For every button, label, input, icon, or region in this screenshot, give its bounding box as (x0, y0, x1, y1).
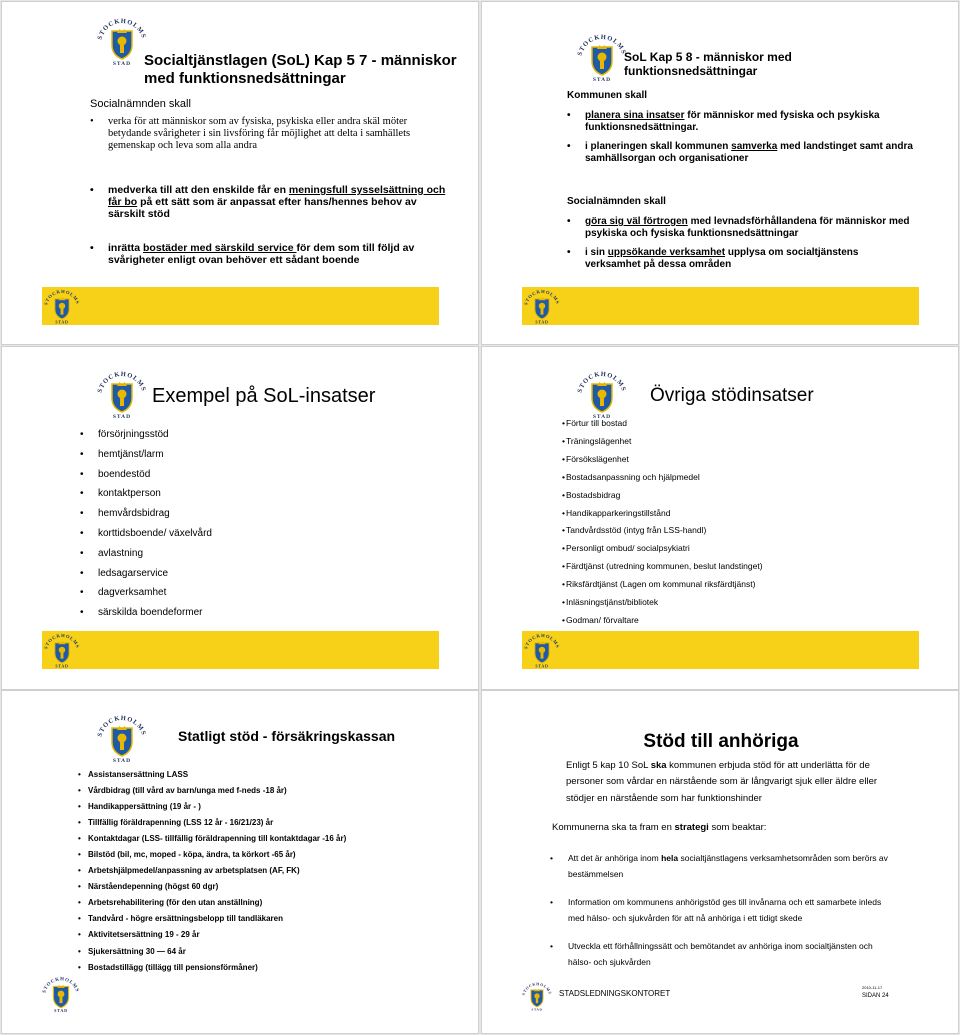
footer-bar (522, 631, 919, 669)
list-item: • avlastning (78, 544, 378, 564)
list-item: • Information om kommunens anhörigstöd ges till invånarna och ett samarbete inleds med hälso- och sjukvården för att nå anhöriga i ett tidigt skede (548, 895, 893, 927)
list-item: • hemtjänst/larm (78, 445, 378, 465)
footer-logo-icon (522, 981, 552, 1011)
bullet-planera: • planera sina insatser för människor med fysiska och psykiska funktionsnedsättningar. (565, 110, 915, 133)
footer-logo-icon (44, 632, 80, 668)
subheading-socialnamnden: Socialnämnden skall (567, 196, 666, 207)
stodinsatser-list (560, 415, 880, 630)
list-item: • Arbetshjälpmedel/anpassning av arbetsplatsen (AF, FK) (76, 863, 456, 879)
footer-logo-icon (42, 975, 80, 1013)
list-item: • Bostadsbidrag (560, 487, 880, 505)
list-item: • Handikappersättning (19 år - ) (76, 799, 456, 815)
intro-bullet: • verka för att människor som av fysiska, psykiska eller andra skäl möter betydande svårigheter i sin livsföring får möjlighet att delta i samhällets gemenskap och leva som alla andra (88, 116, 448, 152)
slide-title: Statligt stöd - försäkringskassan (178, 728, 396, 744)
slide-exempel-sol-insatser (1, 346, 479, 690)
slide-sol-kap5-8 (481, 1, 959, 345)
list-item: • försörjningsstöd (78, 425, 378, 445)
stockholm-logo (97, 713, 147, 763)
stockholm-logo (577, 369, 627, 419)
stockholm-logo (97, 369, 147, 419)
slide-title: Socialtjänstlagen (SoL) Kap 5 7 - människor med funktionsnedsättningar (144, 52, 457, 87)
list-item: • Bostadsanpassning och hjälpmedel (560, 469, 880, 487)
list-item: • Tillfällig föräldrapenning (LSS 12 år - 16/21/23) år (76, 815, 456, 831)
list-item: • kontaktperson (78, 484, 378, 504)
slide-title: SoL Kap 5 8 - människor med funktionsnedsättningar (624, 50, 792, 79)
list-item: • korttidsboende/ växelvård (78, 524, 378, 544)
list-item: • Kontaktdagar (LSS- tillfällig föräldrapenning till kontaktdagar -16 år) (76, 831, 456, 847)
bullet-samverka: • i planeringen skall kommunen samverka med landstinget samt andra samhällsorgan och organisationer (565, 141, 915, 164)
footer-logo-icon (44, 288, 80, 324)
list-item: • Tandvårdsstöd (intyg från LSS-handl) (560, 522, 880, 540)
footer-bar (522, 287, 919, 325)
footer-logo-icon (524, 288, 560, 324)
bullet-fortrogen: • göra sig väl förtrogen med levnadsförhållandena för människor med psykiska och fysiska funktionsnedsättningar (565, 216, 915, 239)
slide-statligt-stod (1, 690, 479, 1034)
slide-ovriga-stodinsatser (481, 346, 959, 690)
bullet-bostader: • inrätta bostäder med särskild service för dem som till följd av svårigheter enligt ovan behöver ett sådant boende (88, 242, 446, 266)
list-item: • Bilstöd (bil, mc, moped - köpa, ändra, ta körkort -65 år) (76, 847, 456, 863)
slide-title: Stöd till anhöriga (643, 731, 799, 752)
slide-title: Exempel på SoL-insatser (152, 385, 376, 407)
subheading-kommunen: Kommunen skall (567, 90, 648, 101)
list-item: • dagverksamhet (78, 583, 378, 603)
list-item: • ledsagarservice (78, 564, 378, 584)
stockholm-logo (97, 16, 147, 66)
footer-logo-icon (524, 632, 560, 668)
list-item: • Förtur till bostad (560, 415, 880, 433)
list-item: • boendestöd (78, 465, 378, 485)
list-item: • Närståendepenning (högst 60 dgr) (76, 879, 456, 895)
list-item: • Vårdbidrag (till vård av barn/unga med f-neds -18 år) (76, 783, 456, 799)
footer-bar (42, 631, 439, 669)
list-item: • Inläsningstjänst/bibliotek (560, 594, 880, 612)
list-item: • hemvårdsbidrag (78, 504, 378, 524)
strategy-list (548, 851, 893, 970)
list-item: • särskilda boendeformer (78, 603, 378, 623)
list-item: • Bostadstillägg (tillägg till pensionsförmåner) (76, 960, 456, 976)
list-item: • Att det är anhöriga inom hela socialtjänstlagens verksamhetsområden som berörs av bestämmelsen (548, 851, 893, 883)
footer-date: 2010-11-17 (862, 985, 883, 990)
list-item: • Försökslägenhet (560, 451, 880, 469)
stockholm-logo (577, 32, 627, 82)
bullet-sysselsattning: • medverka till att den enskilde får en meningsfull sysselsättning och får bo på ett sätt som är anpassat efter hans/hennes behov av särskilt stöd (88, 184, 446, 220)
list-item: • Tandvård - högre ersättningsbelopp till tandläkaren (76, 911, 456, 927)
footer-office: STADSLEDNINGSKONTORET (559, 989, 671, 998)
list-item: • Träningslägenhet (560, 433, 880, 451)
list-item: • Aktivitetsersättning 19 - 29 år (76, 927, 456, 943)
intro-paragraph: Enligt 5 kap 10 SoL ska kommunen erbjuda stöd för att underlätta för de personer som vårdar en närstående som är långvarigt sjuk eller äldre eller stödjer en närstående som har funktionshinder (566, 760, 878, 804)
slide-subtitle: Socialnämnden skall (90, 98, 191, 110)
list-item: • Sjukersättning 30 — 64 år (76, 944, 456, 960)
slide-sol-kap5-7 (1, 1, 479, 345)
slide-title: Övriga stödinsatser (650, 385, 814, 406)
list-item: • Arbetsrehabilitering (för den utan anställning) (76, 895, 456, 911)
footer-page: SIDAN 24 (862, 993, 889, 999)
strategy-paragraph: Kommunerna ska ta fram en strategi som beaktar: (552, 822, 767, 833)
insatser-list (78, 425, 378, 623)
slide-stod-till-anhoriga (481, 690, 959, 1034)
list-item: • Godman/ förvaltare (560, 612, 880, 630)
list-item: • Färdtjänst (utredning kommunen, beslut landstinget) (560, 558, 880, 576)
forsakringskassan-list (76, 767, 456, 976)
list-item: • Utveckla ett förhållningssätt och bemötandet av anhöriga inom socialtjänsten och hälso- och sjukvården (548, 939, 893, 971)
list-item: • Personligt ombud/ socialpsykiatri (560, 540, 880, 558)
list-item: • Assistansersättning LASS (76, 767, 456, 783)
list-item: • Handikapparkeringstillstånd (560, 505, 880, 523)
list-item: • Riksfärdtjänst (Lagen om kommunal riksfärdtjänst) (560, 576, 880, 594)
bullet-uppsokande: • i sin uppsökande verksamhet upplysa om socialtjänstens verksamhet på dessa områden (565, 247, 915, 270)
footer-bar (42, 287, 439, 325)
